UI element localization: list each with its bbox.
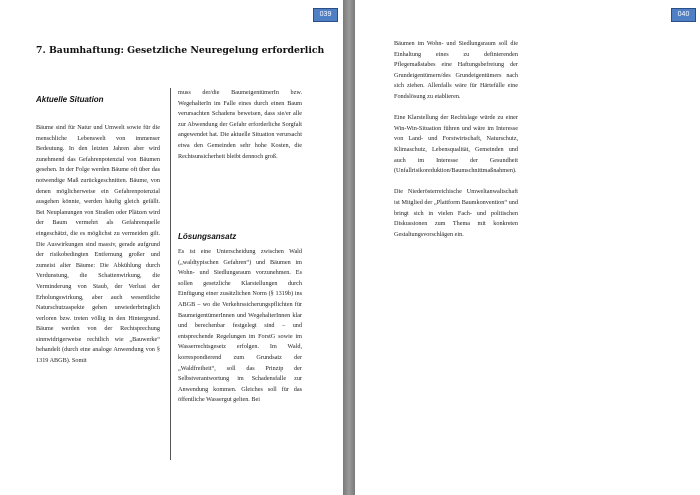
text-column-right-bottom bbox=[178, 247, 302, 406]
page-number-left: 039 bbox=[313, 8, 338, 22]
column-divider bbox=[170, 88, 171, 460]
paragraph-page2-3: Die Niederösterreichische Umweltanwaltschaft ist Mitglied der „Plattform Baumkonvention“ und bringt sich in vielen Fach- und politischen Diskussionen zum Thema mit konkreten Gestaltungsvorschlägen ein. bbox=[394, 188, 518, 238]
paragraph-page2-2: Eine Klarstellung der Rechtslage würde zu einer Win-Win-Situation führen und wäre im Interesse von Land- und Forstwirtschaft, Naturschutz, Klimaschutz, Lebensqualität, Gemeinden und auch im Interesse der Gesundheit (Unfallrisikoreduktion/Baumschnittmaßnahmen). bbox=[394, 114, 518, 175]
text-column-left bbox=[36, 123, 160, 367]
text-column-right-top bbox=[178, 88, 302, 162]
chapter-title: 7. Baumhaftung: Gesetzliche Neuregelung erforderlich bbox=[36, 45, 325, 56]
section-heading-solution: Lösungsansatz bbox=[178, 232, 237, 241]
text-column-page-2 bbox=[394, 39, 518, 251]
section-heading-situation: Aktuelle Situation bbox=[36, 95, 104, 104]
paragraph-page2-1: Bäumen im Wohn- und Siedlungsraum soll die Einhaltung eines zu definierenden Pflegemaßstabes eine Haftungsbefreiung der Grundeigentümern/des Grundeigentümers nach sich ziehen. Allenfalls wäre für Härtefälle eine Fondslösung zu etablieren. bbox=[394, 40, 518, 100]
paragraph-situation-continued: muss der/die BaumeigentümerIn bzw. WegehalterIn im Falle eines durch einen Baum verursachten Schadens beweisen, dass sie/er alle zur Abwendung der Gefahr erforderliche Sorgfalt angewendet hat. Die aktuelle Situation verursacht etwa den Gemeinden sehr hohe Kosten, die Rechtsunsicherheit bleibt dennoch groß. bbox=[178, 89, 302, 160]
page-gutter bbox=[343, 0, 355, 495]
paragraph-solution: Es ist eine Unterscheidung zwischen Wald („waldtypischen Gefahren“) und Bäumen im Wohn- und Siedlungsraum vorzunehmen. Es sollen gesetzliche Klarstellungen durch Einfügung einer zusätzlichen Norm (§ 1319b) ins ABGB – wo die Verkehrssicherungspflichten für BaumeigentümerInnen und WegehalterInnen klar und berechenbar festgelegt sind – und entsprechende Regelungen im ForstG sowie im Wasserrechtsgesetz erfolgen. Im Wald, korrespondierend zum Grundsatz der „Waldfreiheit“, soll das Prinzip der Selbstverantwortung im Schadensfalle zur Anwendung kommen. Gleiches soll für das öffentliche Wassergut gelten. Bei bbox=[178, 248, 302, 404]
page-number-right: 040 bbox=[671, 8, 696, 22]
left-page bbox=[0, 0, 343, 495]
paragraph-situation: Bäume sind für Natur und Umwelt sowie für die menschliche Lebenswelt von immenser Bedeutung. In den letzten Jahren aber wird zunehmend das Gefahrenpotenzial von Bäumen gesehen. In der Folge werden Bäume oft über das notwendige Maß zurückgeschnitten. Bäume, von denen möglicherweise ein Gefahrenpotenzial ausgehen könnte, werden häufig gleich gefällt. Bei Neuplanungen von Straßen oder Plätzen wird der Baum vermehrt als Gefahrenquelle eingeschätzt, die es möglichst zu vermeiden gilt. Die Auswirkungen sind massiv, gerade aufgrund der risikobedingten Entfernung großer und zumeist alter Bäume: Die Abkühlung durch Verdunstung, die Schattenwirkung, die Verminderung von Staub, der Verlust der Erholungswirkung, aber auch wesentliche Naturschutzaspekte gehen unwiederbringlich verloren bzw. treten völlig in den Hintergrund. Bäume werden von der Rechtsprechung sinnwidrigerweise rechtlich wie „Bauwerke“ behandelt (durch eine analoge Anwendung von § 1319 ABGB). Somit bbox=[36, 124, 160, 365]
